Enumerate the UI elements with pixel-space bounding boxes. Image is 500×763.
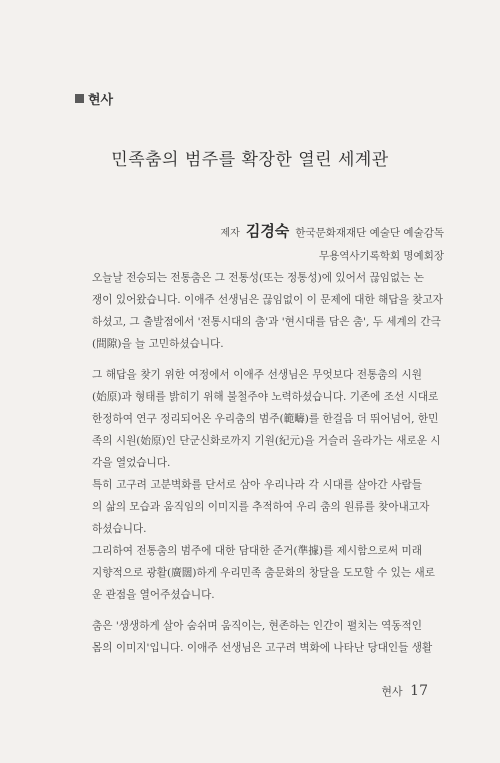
text-line: 그리하여 전통춤의 범주에 대한 담대한 준거(準據)를 제시함으로써 미래 <box>92 545 422 557</box>
text-line: 하셨고, 그 출발점에서 '전통시대의 춤'과 '현시대를 담은 춤', 두 세계의 간극 <box>92 316 441 328</box>
square-bullet-icon <box>75 94 84 103</box>
author-affiliation-2: 무용역사기록학회 명예회장 <box>318 250 444 262</box>
paragraph-1 <box>80 267 443 355</box>
text-line: 한정하여 연구 정리되어온 우리춤의 범주(範疇)를 한걸음 더 뛰어넘어, 한민 <box>92 413 439 425</box>
paragraph-5 <box>80 615 433 659</box>
text-line: 하셨습니다. <box>92 523 147 535</box>
running-head: 현사 <box>381 685 403 698</box>
page-number: 17 <box>410 683 428 699</box>
section-label <box>75 89 113 108</box>
text-line: 운 관점을 열어주셨습니다. <box>92 589 215 601</box>
text-line: 춤은 '생생하게 살아 숨쉬며 움직이는, 현존하는 인간이 펼치는 역동적인 <box>92 620 422 632</box>
paragraph-3 <box>80 474 430 540</box>
text-line: 지향적으로 광활(廣闊)하게 우리민족 춤문화의 창달을 도모할 수 있는 새로 <box>92 567 435 579</box>
text-line: (始原)과 형태를 밝히기 위해 불철주야 노력하셨습니다. 기존에 조선 시대로 <box>92 391 439 403</box>
paragraph-2 <box>80 364 441 474</box>
author-affiliation-1: 한국문화재재단 예술단 예술감독 <box>295 227 444 239</box>
byline-role-label: 제자 <box>220 228 240 239</box>
page-footer <box>381 683 428 699</box>
text-line: 특히 고구려 고분벽화를 단서로 삼아 우리나라 각 시대를 살아간 사람들 <box>92 479 422 491</box>
text-line: 오늘날 전승되는 전통춤은 그 전통성(또는 정통성)에 있어서 끊임없는 논 <box>92 272 424 284</box>
text-line: (間隙)을 늘 고민하셨습니다. <box>92 338 224 350</box>
text-line: 쟁이 있어왔습니다. 이애주 선생님은 끊임없이 이 문제에 대한 해답을 찾고자 <box>92 294 443 306</box>
text-line: 각을 열었습니다. <box>92 457 171 469</box>
byline <box>221 220 445 267</box>
page-title: 민족춤의 범주를 확장한 열린 세계관 <box>111 150 389 170</box>
byline-main <box>221 220 445 245</box>
section-label-text: 현사 <box>88 93 114 108</box>
text-line: 의 삶의 모습과 움직임의 이미지를 추적하여 우리 춤의 원류를 찾아내고자 <box>92 501 430 513</box>
text-line: 족의 시원(始原)인 단군신화로까지 기원(紀元)을 거슬러 올라가는 새로운 시 <box>92 435 441 447</box>
text-line: 몸의 이미지'입니다. 이애주 선생님은 고구려 벽화에 나타난 당대인들 생활 <box>92 642 433 654</box>
body-text <box>80 267 443 659</box>
text-line: 그 해답을 찾기 위한 여정에서 이애주 선생님은 무엇보다 전통춤의 시원 <box>92 369 422 381</box>
author-name: 김경숙 <box>245 222 290 240</box>
paragraph-4 <box>80 540 435 606</box>
